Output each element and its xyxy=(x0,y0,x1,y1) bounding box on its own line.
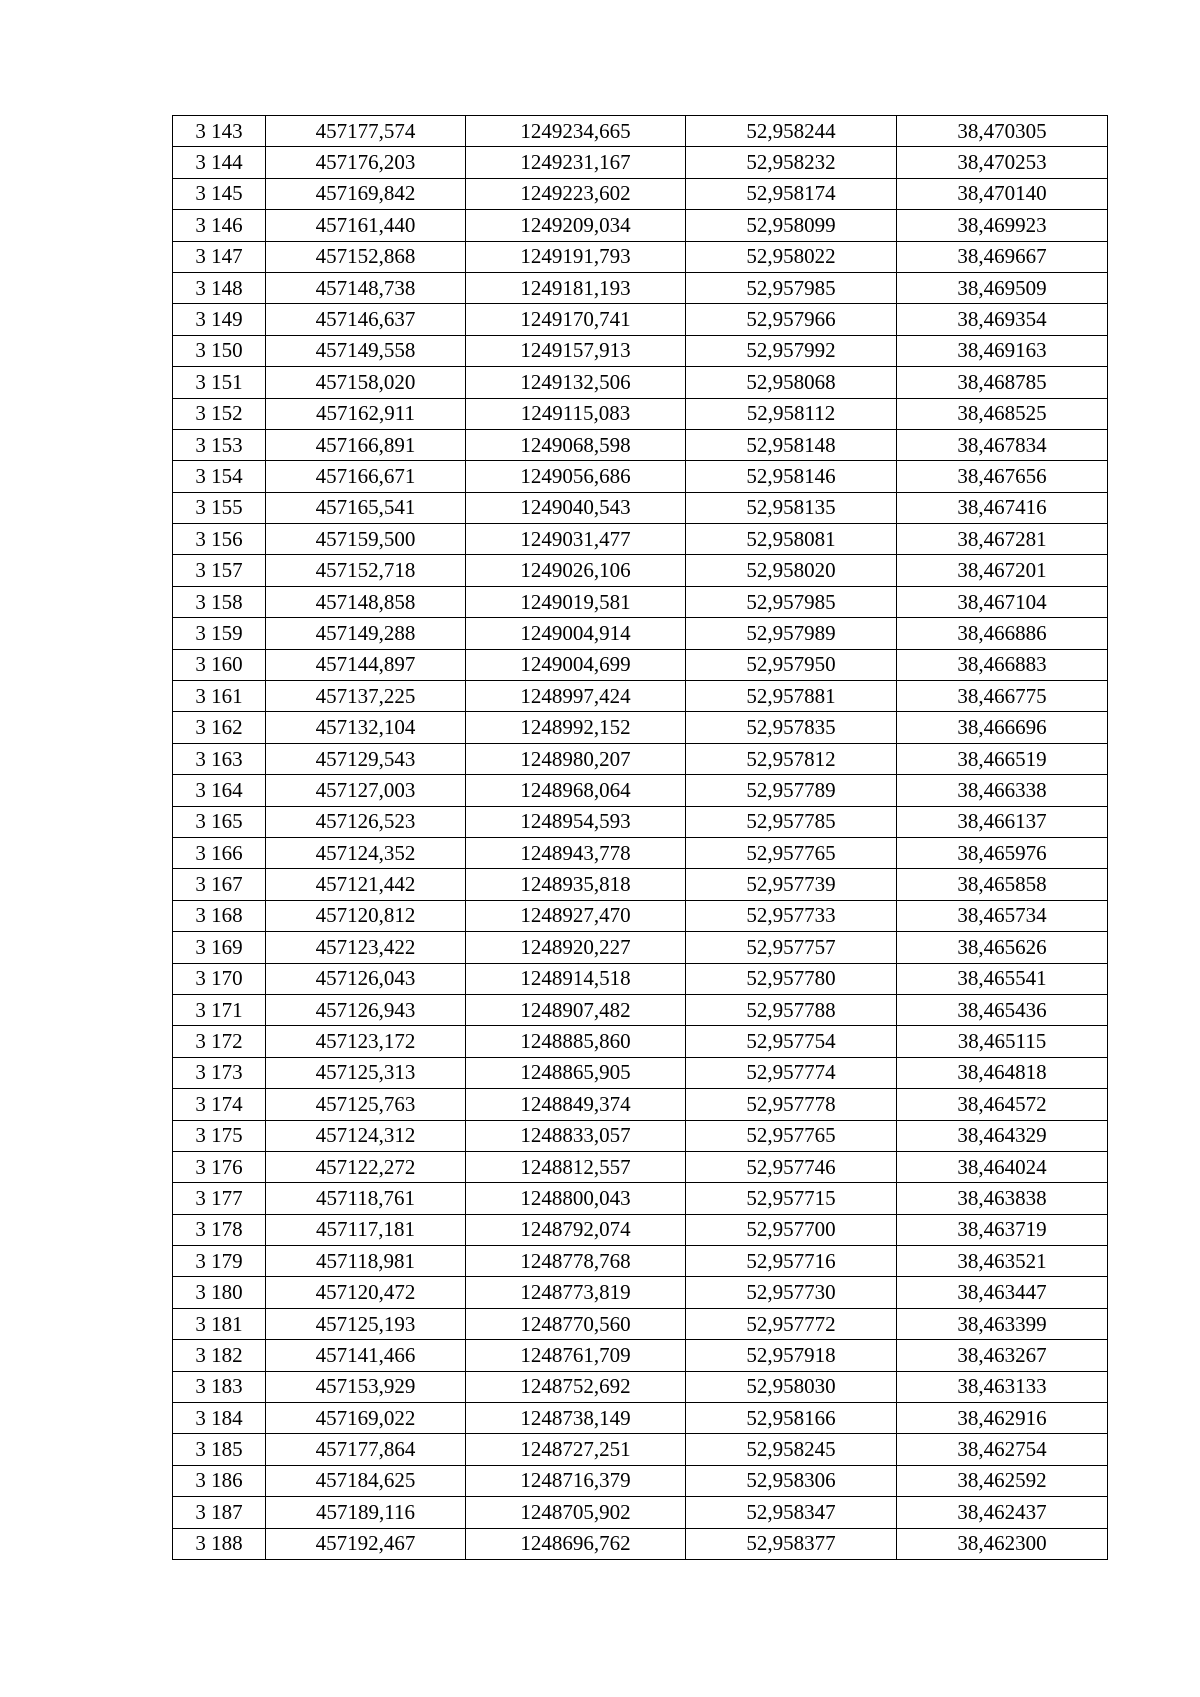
latitude-cell: 52,957789 xyxy=(686,775,897,806)
table-row xyxy=(173,429,1108,460)
longitude-cell: 38,463447 xyxy=(897,1277,1108,1308)
table-row xyxy=(173,1403,1108,1434)
table-row xyxy=(173,555,1108,586)
x-coordinate-cell: 457165,541 xyxy=(266,492,466,523)
longitude-cell: 38,466775 xyxy=(897,681,1108,712)
longitude-cell: 38,467416 xyxy=(897,492,1108,523)
point-number-cell: 3 156 xyxy=(173,524,266,555)
point-number-cell: 3 166 xyxy=(173,837,266,868)
latitude-cell: 52,958174 xyxy=(686,178,897,209)
x-coordinate-cell: 457189,116 xyxy=(266,1497,466,1528)
latitude-cell: 52,958081 xyxy=(686,524,897,555)
table-row xyxy=(173,524,1108,555)
point-number-cell: 3 183 xyxy=(173,1371,266,1402)
longitude-cell: 38,469667 xyxy=(897,241,1108,272)
y-coordinate-cell: 1249132,506 xyxy=(466,367,686,398)
table-row xyxy=(173,398,1108,429)
y-coordinate-cell: 1248716,379 xyxy=(466,1465,686,1496)
longitude-cell: 38,466519 xyxy=(897,743,1108,774)
y-coordinate-cell: 1249004,914 xyxy=(466,618,686,649)
point-number-cell: 3 179 xyxy=(173,1246,266,1277)
point-number-cell: 3 145 xyxy=(173,178,266,209)
longitude-cell: 38,466338 xyxy=(897,775,1108,806)
latitude-cell: 52,957881 xyxy=(686,681,897,712)
point-number-cell: 3 160 xyxy=(173,649,266,680)
point-number-cell: 3 150 xyxy=(173,335,266,366)
table-row xyxy=(173,1528,1108,1559)
table-row xyxy=(173,586,1108,617)
latitude-cell: 52,958146 xyxy=(686,461,897,492)
y-coordinate-cell: 1248833,057 xyxy=(466,1120,686,1151)
x-coordinate-cell: 457120,472 xyxy=(266,1277,466,1308)
y-coordinate-cell: 1248907,482 xyxy=(466,994,686,1025)
longitude-cell: 38,465436 xyxy=(897,994,1108,1025)
point-number-cell: 3 182 xyxy=(173,1340,266,1371)
x-coordinate-cell: 457125,193 xyxy=(266,1308,466,1339)
longitude-cell: 38,470253 xyxy=(897,147,1108,178)
point-number-cell: 3 173 xyxy=(173,1057,266,1088)
table-row xyxy=(173,1120,1108,1151)
latitude-cell: 52,957700 xyxy=(686,1214,897,1245)
longitude-cell: 38,466883 xyxy=(897,649,1108,680)
point-number-cell: 3 181 xyxy=(173,1308,266,1339)
x-coordinate-cell: 457149,288 xyxy=(266,618,466,649)
y-coordinate-cell: 1249170,741 xyxy=(466,304,686,335)
x-coordinate-cell: 457146,637 xyxy=(266,304,466,335)
latitude-cell: 52,958377 xyxy=(686,1528,897,1559)
latitude-cell: 52,957754 xyxy=(686,1026,897,1057)
longitude-cell: 38,462754 xyxy=(897,1434,1108,1465)
y-coordinate-cell: 1248997,424 xyxy=(466,681,686,712)
y-coordinate-cell: 1248770,560 xyxy=(466,1308,686,1339)
x-coordinate-cell: 457149,558 xyxy=(266,335,466,366)
table-row xyxy=(173,806,1108,837)
longitude-cell: 38,468785 xyxy=(897,367,1108,398)
table-row xyxy=(173,932,1108,963)
point-number-cell: 3 148 xyxy=(173,272,266,303)
latitude-cell: 52,957739 xyxy=(686,869,897,900)
x-coordinate-cell: 457121,442 xyxy=(266,869,466,900)
longitude-cell: 38,465115 xyxy=(897,1026,1108,1057)
longitude-cell: 38,469163 xyxy=(897,335,1108,366)
table-row xyxy=(173,178,1108,209)
point-number-cell: 3 161 xyxy=(173,681,266,712)
latitude-cell: 52,957966 xyxy=(686,304,897,335)
table-row xyxy=(173,900,1108,931)
x-coordinate-cell: 457126,943 xyxy=(266,994,466,1025)
table-row xyxy=(173,869,1108,900)
y-coordinate-cell: 1248943,778 xyxy=(466,837,686,868)
y-coordinate-cell: 1248865,905 xyxy=(466,1057,686,1088)
table-row xyxy=(173,1277,1108,1308)
longitude-cell: 38,464024 xyxy=(897,1151,1108,1182)
table-row xyxy=(173,492,1108,523)
y-coordinate-cell: 1249068,598 xyxy=(466,429,686,460)
table-row xyxy=(173,712,1108,743)
y-coordinate-cell: 1248927,470 xyxy=(466,900,686,931)
longitude-cell: 38,463399 xyxy=(897,1308,1108,1339)
latitude-cell: 52,957774 xyxy=(686,1057,897,1088)
longitude-cell: 38,467104 xyxy=(897,586,1108,617)
latitude-cell: 52,958148 xyxy=(686,429,897,460)
coordinates-table-body xyxy=(173,116,1108,1560)
x-coordinate-cell: 457117,181 xyxy=(266,1214,466,1245)
longitude-cell: 38,464572 xyxy=(897,1089,1108,1120)
longitude-cell: 38,467656 xyxy=(897,461,1108,492)
y-coordinate-cell: 1249234,665 xyxy=(466,116,686,147)
longitude-cell: 38,462437 xyxy=(897,1497,1108,1528)
latitude-cell: 52,957765 xyxy=(686,837,897,868)
longitude-cell: 38,466696 xyxy=(897,712,1108,743)
x-coordinate-cell: 457177,864 xyxy=(266,1434,466,1465)
latitude-cell: 52,958022 xyxy=(686,241,897,272)
latitude-cell: 52,958166 xyxy=(686,1403,897,1434)
longitude-cell: 38,467834 xyxy=(897,429,1108,460)
x-coordinate-cell: 457152,718 xyxy=(266,555,466,586)
latitude-cell: 52,957985 xyxy=(686,586,897,617)
y-coordinate-cell: 1248920,227 xyxy=(466,932,686,963)
longitude-cell: 38,465734 xyxy=(897,900,1108,931)
y-coordinate-cell: 1249181,193 xyxy=(466,272,686,303)
point-number-cell: 3 170 xyxy=(173,963,266,994)
point-number-cell: 3 184 xyxy=(173,1403,266,1434)
table-row xyxy=(173,743,1108,774)
latitude-cell: 52,957950 xyxy=(686,649,897,680)
y-coordinate-cell: 1248954,593 xyxy=(466,806,686,837)
point-number-cell: 3 155 xyxy=(173,492,266,523)
x-coordinate-cell: 457127,003 xyxy=(266,775,466,806)
table-row xyxy=(173,335,1108,366)
point-number-cell: 3 167 xyxy=(173,869,266,900)
table-row xyxy=(173,1089,1108,1120)
coordinates-table xyxy=(172,115,1108,1560)
table-row xyxy=(173,1465,1108,1496)
longitude-cell: 38,463719 xyxy=(897,1214,1108,1245)
y-coordinate-cell: 1248696,762 xyxy=(466,1528,686,1559)
x-coordinate-cell: 457162,911 xyxy=(266,398,466,429)
x-coordinate-cell: 457122,272 xyxy=(266,1151,466,1182)
x-coordinate-cell: 457126,523 xyxy=(266,806,466,837)
point-number-cell: 3 152 xyxy=(173,398,266,429)
y-coordinate-cell: 1249019,581 xyxy=(466,586,686,617)
point-number-cell: 3 162 xyxy=(173,712,266,743)
point-number-cell: 3 185 xyxy=(173,1434,266,1465)
point-number-cell: 3 169 xyxy=(173,932,266,963)
point-number-cell: 3 163 xyxy=(173,743,266,774)
y-coordinate-cell: 1248849,374 xyxy=(466,1089,686,1120)
point-number-cell: 3 178 xyxy=(173,1214,266,1245)
latitude-cell: 52,957772 xyxy=(686,1308,897,1339)
longitude-cell: 38,465976 xyxy=(897,837,1108,868)
longitude-cell: 38,462592 xyxy=(897,1465,1108,1496)
y-coordinate-cell: 1248980,207 xyxy=(466,743,686,774)
y-coordinate-cell: 1248705,902 xyxy=(466,1497,686,1528)
x-coordinate-cell: 457125,313 xyxy=(266,1057,466,1088)
table-row xyxy=(173,963,1108,994)
x-coordinate-cell: 457123,172 xyxy=(266,1026,466,1057)
x-coordinate-cell: 457124,352 xyxy=(266,837,466,868)
latitude-cell: 52,957757 xyxy=(686,932,897,963)
latitude-cell: 52,957780 xyxy=(686,963,897,994)
longitude-cell: 38,467281 xyxy=(897,524,1108,555)
table-row xyxy=(173,116,1108,147)
point-number-cell: 3 151 xyxy=(173,367,266,398)
x-coordinate-cell: 457158,020 xyxy=(266,367,466,398)
table-row xyxy=(173,1183,1108,1214)
table-row xyxy=(173,304,1108,335)
longitude-cell: 38,464818 xyxy=(897,1057,1108,1088)
y-coordinate-cell: 1248773,819 xyxy=(466,1277,686,1308)
longitude-cell: 38,463521 xyxy=(897,1246,1108,1277)
latitude-cell: 52,958099 xyxy=(686,210,897,241)
y-coordinate-cell: 1249040,543 xyxy=(466,492,686,523)
x-coordinate-cell: 457166,671 xyxy=(266,461,466,492)
point-number-cell: 3 153 xyxy=(173,429,266,460)
table-row xyxy=(173,241,1108,272)
longitude-cell: 38,469509 xyxy=(897,272,1108,303)
y-coordinate-cell: 1249209,034 xyxy=(466,210,686,241)
y-coordinate-cell: 1248812,557 xyxy=(466,1151,686,1182)
y-coordinate-cell: 1248738,149 xyxy=(466,1403,686,1434)
y-coordinate-cell: 1249231,167 xyxy=(466,147,686,178)
point-number-cell: 3 177 xyxy=(173,1183,266,1214)
x-coordinate-cell: 457120,812 xyxy=(266,900,466,931)
latitude-cell: 52,957985 xyxy=(686,272,897,303)
table-row xyxy=(173,210,1108,241)
longitude-cell: 38,468525 xyxy=(897,398,1108,429)
y-coordinate-cell: 1249157,913 xyxy=(466,335,686,366)
longitude-cell: 38,464329 xyxy=(897,1120,1108,1151)
x-coordinate-cell: 457137,225 xyxy=(266,681,466,712)
y-coordinate-cell: 1248727,251 xyxy=(466,1434,686,1465)
x-coordinate-cell: 457169,022 xyxy=(266,1403,466,1434)
point-number-cell: 3 154 xyxy=(173,461,266,492)
longitude-cell: 38,462916 xyxy=(897,1403,1108,1434)
table-row xyxy=(173,1214,1108,1245)
x-coordinate-cell: 457118,761 xyxy=(266,1183,466,1214)
table-row xyxy=(173,1151,1108,1182)
table-row xyxy=(173,1057,1108,1088)
point-number-cell: 3 159 xyxy=(173,618,266,649)
latitude-cell: 52,957716 xyxy=(686,1246,897,1277)
x-coordinate-cell: 457118,981 xyxy=(266,1246,466,1277)
x-coordinate-cell: 457124,312 xyxy=(266,1120,466,1151)
table-row xyxy=(173,1246,1108,1277)
table-row xyxy=(173,681,1108,712)
x-coordinate-cell: 457192,467 xyxy=(266,1528,466,1559)
longitude-cell: 38,465858 xyxy=(897,869,1108,900)
latitude-cell: 52,957778 xyxy=(686,1089,897,1120)
table-row xyxy=(173,1434,1108,1465)
y-coordinate-cell: 1248914,518 xyxy=(466,963,686,994)
y-coordinate-cell: 1249115,083 xyxy=(466,398,686,429)
point-number-cell: 3 188 xyxy=(173,1528,266,1559)
table-row xyxy=(173,1340,1108,1371)
longitude-cell: 38,467201 xyxy=(897,555,1108,586)
x-coordinate-cell: 457153,929 xyxy=(266,1371,466,1402)
latitude-cell: 52,958030 xyxy=(686,1371,897,1402)
table-row xyxy=(173,272,1108,303)
longitude-cell: 38,463838 xyxy=(897,1183,1108,1214)
y-coordinate-cell: 1248992,152 xyxy=(466,712,686,743)
x-coordinate-cell: 457125,763 xyxy=(266,1089,466,1120)
longitude-cell: 38,465541 xyxy=(897,963,1108,994)
point-number-cell: 3 149 xyxy=(173,304,266,335)
x-coordinate-cell: 457161,440 xyxy=(266,210,466,241)
latitude-cell: 52,958245 xyxy=(686,1434,897,1465)
latitude-cell: 52,957730 xyxy=(686,1277,897,1308)
latitude-cell: 52,958068 xyxy=(686,367,897,398)
longitude-cell: 38,462300 xyxy=(897,1528,1108,1559)
table-row xyxy=(173,147,1108,178)
y-coordinate-cell: 1249056,686 xyxy=(466,461,686,492)
table-row xyxy=(173,1497,1108,1528)
table-row xyxy=(173,1308,1108,1339)
longitude-cell: 38,469923 xyxy=(897,210,1108,241)
latitude-cell: 52,957835 xyxy=(686,712,897,743)
y-coordinate-cell: 1249191,793 xyxy=(466,241,686,272)
latitude-cell: 52,957746 xyxy=(686,1151,897,1182)
x-coordinate-cell: 457166,891 xyxy=(266,429,466,460)
y-coordinate-cell: 1249223,602 xyxy=(466,178,686,209)
latitude-cell: 52,958232 xyxy=(686,147,897,178)
y-coordinate-cell: 1248800,043 xyxy=(466,1183,686,1214)
longitude-cell: 38,466886 xyxy=(897,618,1108,649)
latitude-cell: 52,958244 xyxy=(686,116,897,147)
x-coordinate-cell: 457159,500 xyxy=(266,524,466,555)
latitude-cell: 52,957765 xyxy=(686,1120,897,1151)
table-row xyxy=(173,1026,1108,1057)
table-row xyxy=(173,461,1108,492)
x-coordinate-cell: 457132,104 xyxy=(266,712,466,743)
y-coordinate-cell: 1249026,106 xyxy=(466,555,686,586)
point-number-cell: 3 144 xyxy=(173,147,266,178)
x-coordinate-cell: 457152,868 xyxy=(266,241,466,272)
y-coordinate-cell: 1248935,818 xyxy=(466,869,686,900)
longitude-cell: 38,470305 xyxy=(897,116,1108,147)
x-coordinate-cell: 457144,897 xyxy=(266,649,466,680)
x-coordinate-cell: 457148,738 xyxy=(266,272,466,303)
x-coordinate-cell: 457176,203 xyxy=(266,147,466,178)
x-coordinate-cell: 457169,842 xyxy=(266,178,466,209)
point-number-cell: 3 147 xyxy=(173,241,266,272)
y-coordinate-cell: 1248752,692 xyxy=(466,1371,686,1402)
x-coordinate-cell: 457148,858 xyxy=(266,586,466,617)
table-row xyxy=(173,649,1108,680)
latitude-cell: 52,957715 xyxy=(686,1183,897,1214)
longitude-cell: 38,469354 xyxy=(897,304,1108,335)
latitude-cell: 52,957788 xyxy=(686,994,897,1025)
point-number-cell: 3 165 xyxy=(173,806,266,837)
point-number-cell: 3 187 xyxy=(173,1497,266,1528)
x-coordinate-cell: 457126,043 xyxy=(266,963,466,994)
x-coordinate-cell: 457184,625 xyxy=(266,1465,466,1496)
table-row xyxy=(173,1371,1108,1402)
table-row xyxy=(173,367,1108,398)
latitude-cell: 52,958020 xyxy=(686,555,897,586)
latitude-cell: 52,957733 xyxy=(686,900,897,931)
longitude-cell: 38,465626 xyxy=(897,932,1108,963)
latitude-cell: 52,957992 xyxy=(686,335,897,366)
longitude-cell: 38,466137 xyxy=(897,806,1108,837)
point-number-cell: 3 171 xyxy=(173,994,266,1025)
y-coordinate-cell: 1248778,768 xyxy=(466,1246,686,1277)
y-coordinate-cell: 1248885,860 xyxy=(466,1026,686,1057)
point-number-cell: 3 175 xyxy=(173,1120,266,1151)
latitude-cell: 52,958347 xyxy=(686,1497,897,1528)
point-number-cell: 3 174 xyxy=(173,1089,266,1120)
longitude-cell: 38,463267 xyxy=(897,1340,1108,1371)
table-row xyxy=(173,618,1108,649)
table-row xyxy=(173,775,1108,806)
point-number-cell: 3 158 xyxy=(173,586,266,617)
x-coordinate-cell: 457123,422 xyxy=(266,932,466,963)
point-number-cell: 3 143 xyxy=(173,116,266,147)
latitude-cell: 52,958112 xyxy=(686,398,897,429)
latitude-cell: 52,957812 xyxy=(686,743,897,774)
x-coordinate-cell: 457141,466 xyxy=(266,1340,466,1371)
point-number-cell: 3 157 xyxy=(173,555,266,586)
latitude-cell: 52,957918 xyxy=(686,1340,897,1371)
y-coordinate-cell: 1249004,699 xyxy=(466,649,686,680)
y-coordinate-cell: 1249031,477 xyxy=(466,524,686,555)
point-number-cell: 3 172 xyxy=(173,1026,266,1057)
y-coordinate-cell: 1248968,064 xyxy=(466,775,686,806)
table-row xyxy=(173,837,1108,868)
x-coordinate-cell: 457129,543 xyxy=(266,743,466,774)
latitude-cell: 52,958135 xyxy=(686,492,897,523)
y-coordinate-cell: 1248792,074 xyxy=(466,1214,686,1245)
point-number-cell: 3 146 xyxy=(173,210,266,241)
table-row xyxy=(173,994,1108,1025)
longitude-cell: 38,463133 xyxy=(897,1371,1108,1402)
point-number-cell: 3 168 xyxy=(173,900,266,931)
latitude-cell: 52,958306 xyxy=(686,1465,897,1496)
y-coordinate-cell: 1248761,709 xyxy=(466,1340,686,1371)
point-number-cell: 3 180 xyxy=(173,1277,266,1308)
point-number-cell: 3 186 xyxy=(173,1465,266,1496)
latitude-cell: 52,957989 xyxy=(686,618,897,649)
point-number-cell: 3 176 xyxy=(173,1151,266,1182)
latitude-cell: 52,957785 xyxy=(686,806,897,837)
longitude-cell: 38,470140 xyxy=(897,178,1108,209)
point-number-cell: 3 164 xyxy=(173,775,266,806)
x-coordinate-cell: 457177,574 xyxy=(266,116,466,147)
